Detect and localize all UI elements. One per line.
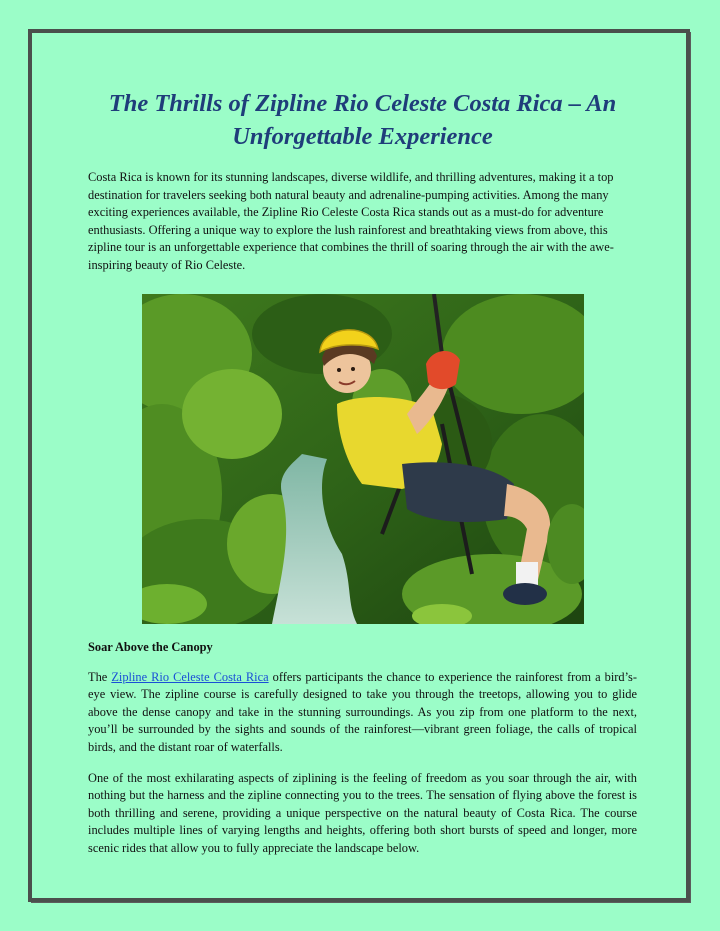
document-page [28, 29, 690, 902]
page-title: The Thrills of Zipline Rio Celeste Costa Rica – An Unforgettable Experience [108, 90, 617, 150]
intro-paragraph: Costa Rica is known for its stunning landscapes, diverse wildlife, and thrilling adventures, making it a top destination for travelers seeking both natural beauty and adrenaline-pumping activities. Among the many exciting experiences available, the Zipline Rio Celeste Costa Rica stands out as a must-do for adventure enthusiasts. Offering a unique way to explore the lush rainforest and breathtaking views from above, this zipline tour is an unforgettable experience that combines the thrill of soaring through the air with the awe-inspiring beauty of Rio Celeste. [88, 170, 614, 272]
sock [516, 562, 538, 586]
paragraph-prefix: The [88, 669, 112, 684]
document-content [88, 87, 637, 858]
zipline-photo-illustration [142, 294, 584, 624]
freedom-paragraph: One of the most exhilarating aspects of ziplining is the feeling of freedom as you soar through the air, with nothing but the harness and the zipline connecting you to the trees. The sensation of flying above the forest is both thrilling and serene, providing a unique perspective on the natural beauty of Costa Rica. The course includes multiple lines of varying lengths and heights, offering both short bursts of speed and longer, more scenic rides that allow you to fully appreciate the landscape below. [88, 770, 637, 855]
canopy-paragraph [88, 669, 637, 757]
glove [426, 351, 460, 389]
zipline-photo [142, 294, 584, 624]
shoe [503, 583, 547, 605]
zipline-rio-celeste-link[interactable]: Zipline Rio Celeste Costa Rica [111, 669, 269, 684]
section-heading: Soar Above the Canopy [88, 639, 213, 654]
paragraph-rest: offers participants the chance to experience the rainforest from a bird’s-eye view. The zipline course is carefully designed to take you through the treetops, allowing you to glide above the dense canopy and take in the stunning surroundings. As you zip from one platform to the next, you’ll be surrounded by the sights and sounds of the rainforest—vibrant green foliage, the calls of tropical birds, and the distant roar of waterfalls. [88, 669, 637, 754]
